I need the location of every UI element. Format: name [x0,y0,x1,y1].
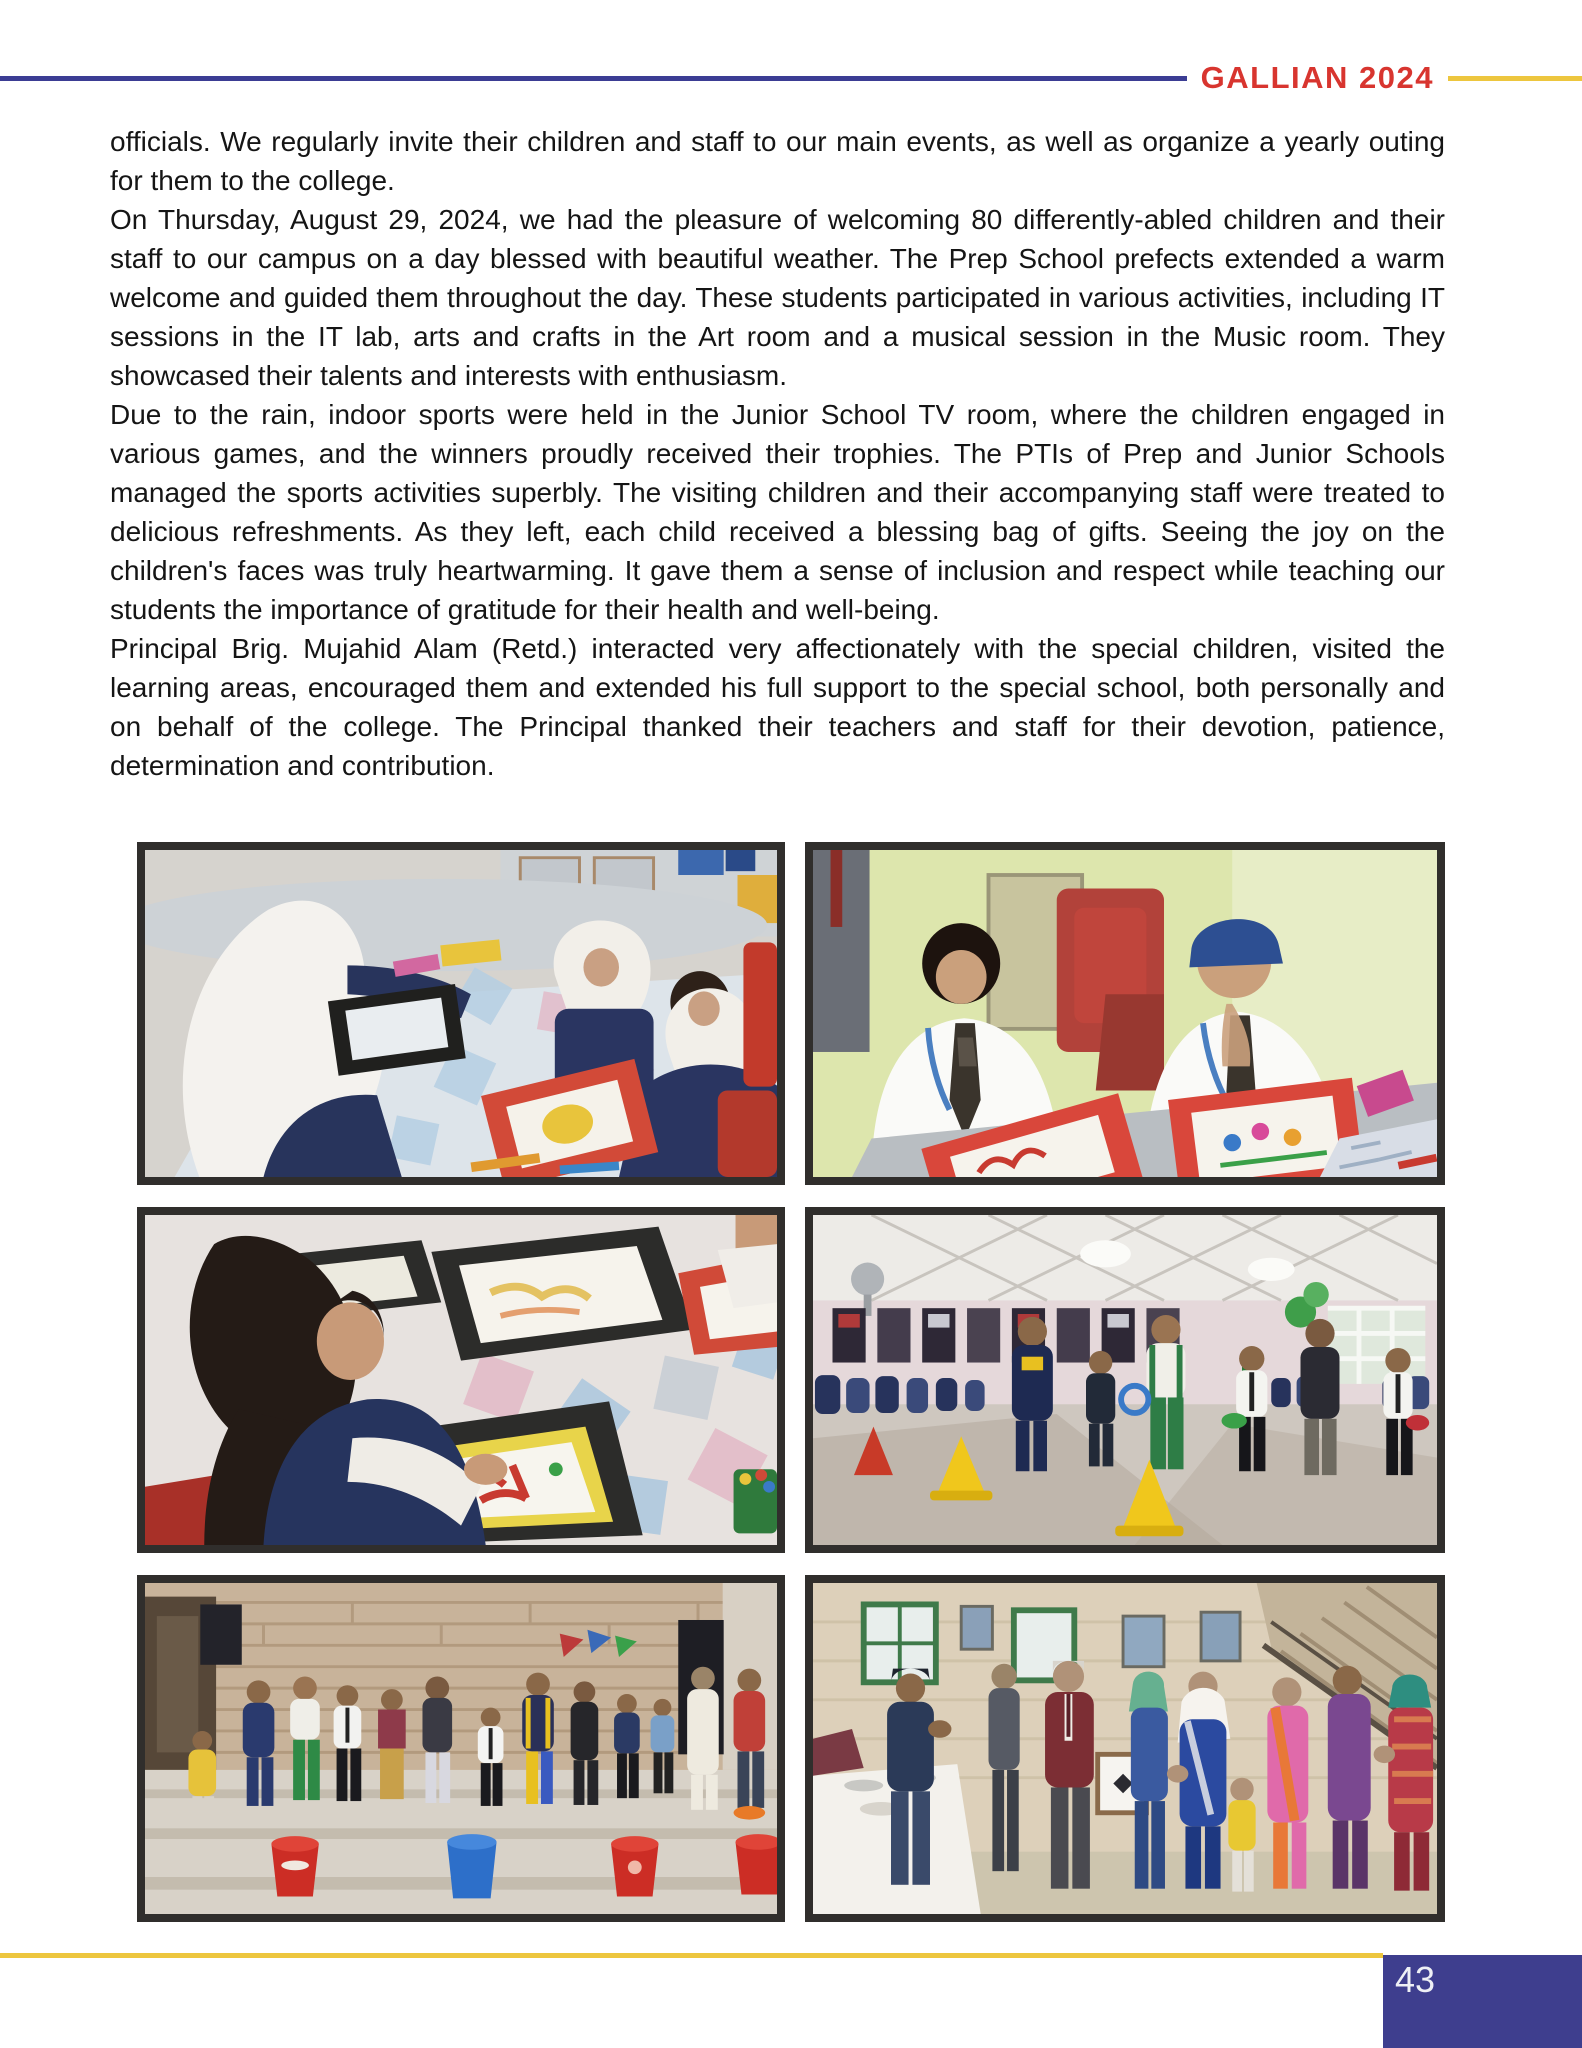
photo-principal-presentation [805,1575,1445,1922]
header-rule-left [0,76,1187,81]
photo-boys-with-artwork [805,842,1445,1185]
page-number-box [1383,1955,1582,2048]
photo-girl-colouring-image [145,1215,777,1545]
page-title: GALLIAN 2024 [1200,60,1434,95]
photo-principal-presentation-image [813,1583,1437,1914]
photo-indoor-sports-hall [805,1207,1445,1553]
header-rule-right [1448,76,1582,81]
photo-grid [137,842,1445,1922]
photo-bucket-toss-game [137,1575,785,1922]
article-paragraph: Principal Brig. Mujahid Alam (Retd.) interacted very affectionately with the special children, visited the learning areas, encouraged them and extended his full support to the special school, both personally and on behalf of the college. The Principal thanked their teachers and staff for their devotion, patience, determination and contribution. [110,633,1445,781]
photo-art-room-girls-image [145,850,777,1177]
footer-rule [0,1953,1383,1958]
photo-indoor-sports-hall-image [813,1215,1437,1545]
page-number: 43 [1395,1959,1436,2000]
article-paragraph: On Thursday, August 29, 2024, we had the pleasure of welcoming 80 differently-abled children and their staff to our campus on a day blessed with beautiful weather. The Prep School prefects extended a warm welcome and guided them throughout the day. These students participated in various activities, including IT sessions in the IT lab, arts and crafts in the Art room and a musical session in the Music room. They showcased their talents and interests with enthusiasm. [110,204,1445,391]
article-body [110,122,1445,785]
photo-girl-colouring [137,1207,785,1553]
article-paragraph: officials. We regularly invite their children and staff to our main events, as well as organize a yearly outing for them to the college. [110,126,1445,196]
photo-art-room-girls [137,842,785,1185]
photo-boys-with-artwork-image [813,850,1437,1177]
photo-bucket-toss-game-image [145,1583,777,1914]
page-header [0,60,1582,96]
article-paragraph: Due to the rain, indoor sports were held in the Junior School TV room, where the children engaged in various games, and the winners proudly received their trophies. The PTIs of Prep and Junior Schools managed the sports activities superbly. The visiting children and their accompanying staff were treated to delicious refreshments. As they left, each child received a blessing bag of gifts. Seeing the joy on the children's faces was truly heartwarming. It gave them a sense of inclusion and respect while teaching our students the importance of gratitude for their health and well-being. [110,399,1445,625]
